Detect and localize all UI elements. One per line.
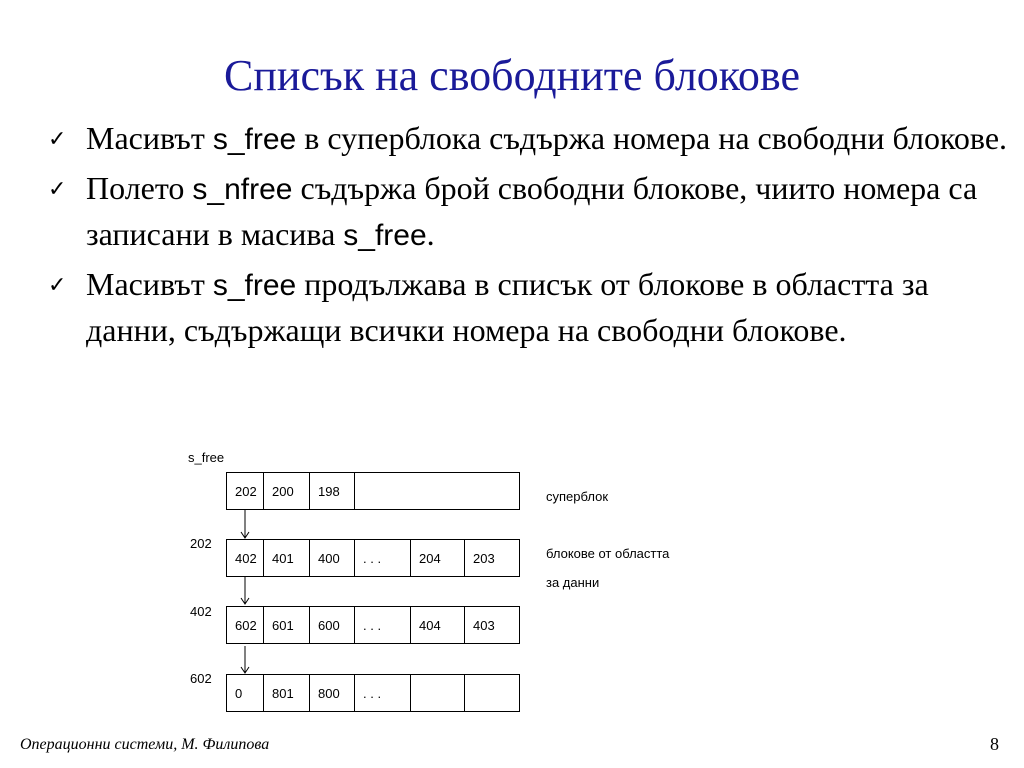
bullet-text: продължава в списък от блокове в областта за данни, съдържащи всички номера на свободни блокове. bbox=[86, 266, 929, 348]
array-cell: 404 bbox=[411, 607, 465, 643]
data-area-label: за данни bbox=[546, 575, 600, 590]
array-cell: 202 bbox=[227, 473, 264, 509]
data-block bbox=[226, 606, 520, 644]
array-cell: 402 bbox=[227, 540, 264, 576]
array-cell: 0 bbox=[227, 675, 264, 711]
array-cell: 600 bbox=[310, 607, 355, 643]
bullet-item bbox=[48, 262, 1008, 352]
block-row-label: 202 bbox=[190, 536, 212, 551]
data-block bbox=[226, 674, 520, 712]
checkmark-icon: ✓ bbox=[48, 127, 67, 152]
array-cell: 400 bbox=[310, 540, 355, 576]
array-cell: 601 bbox=[264, 607, 310, 643]
data-area-label: блокове от областта bbox=[546, 546, 670, 561]
array-cell bbox=[465, 675, 519, 711]
array-cell: . . . bbox=[355, 540, 411, 576]
array-cell: 203 bbox=[473, 550, 495, 566]
bullet-text: Масивът bbox=[86, 266, 213, 302]
code-term: s_free bbox=[212, 269, 297, 302]
array-cell: 602 bbox=[227, 607, 264, 643]
array-cell: 198 bbox=[310, 473, 355, 509]
code-term: s_free bbox=[212, 123, 297, 156]
bullet-item bbox=[48, 116, 1008, 162]
array-cell: 800 bbox=[310, 675, 355, 711]
bullet-list bbox=[48, 116, 1008, 356]
superblock-array bbox=[226, 472, 520, 510]
array-cell bbox=[411, 675, 465, 711]
footer-text: Операционни системи, М. Филипова bbox=[20, 736, 270, 753]
free-block-list-diagram bbox=[0, 440, 1024, 730]
superblock-label: суперблок bbox=[546, 489, 609, 504]
array-cell: 401 bbox=[264, 540, 310, 576]
page-number: 8 bbox=[990, 734, 999, 754]
s-free-label: s_free bbox=[188, 450, 225, 465]
checkmark-icon: ✓ bbox=[48, 177, 67, 202]
array-cell: 204 bbox=[411, 540, 465, 576]
block-row-label: 402 bbox=[190, 604, 212, 619]
bullet-text: Полето bbox=[86, 170, 193, 206]
array-cell: 403 bbox=[473, 617, 495, 633]
checkmark-icon: ✓ bbox=[48, 273, 67, 298]
bullet-item bbox=[48, 166, 1008, 258]
bullet-text: в суперблока съдържа номера на свободни блокове. bbox=[296, 120, 1008, 156]
code-term: s_nfree bbox=[192, 173, 293, 206]
data-block bbox=[226, 539, 520, 577]
slide-title: Списък на свободните блокове bbox=[224, 51, 800, 100]
array-cell: 200 bbox=[264, 473, 310, 509]
array-cell: . . . bbox=[355, 675, 411, 711]
array-cell bbox=[355, 473, 519, 509]
array-cell: 801 bbox=[264, 675, 310, 711]
code-term: s_free bbox=[343, 219, 427, 252]
block-row-label: 602 bbox=[190, 671, 212, 686]
bullet-text: Масивът bbox=[86, 120, 213, 156]
array-cell: . . . bbox=[355, 607, 411, 643]
bullet-text: съдържа брой свободни блокове, чиито номера са записани в масива bbox=[86, 170, 978, 252]
bullet-text: . bbox=[426, 216, 435, 252]
